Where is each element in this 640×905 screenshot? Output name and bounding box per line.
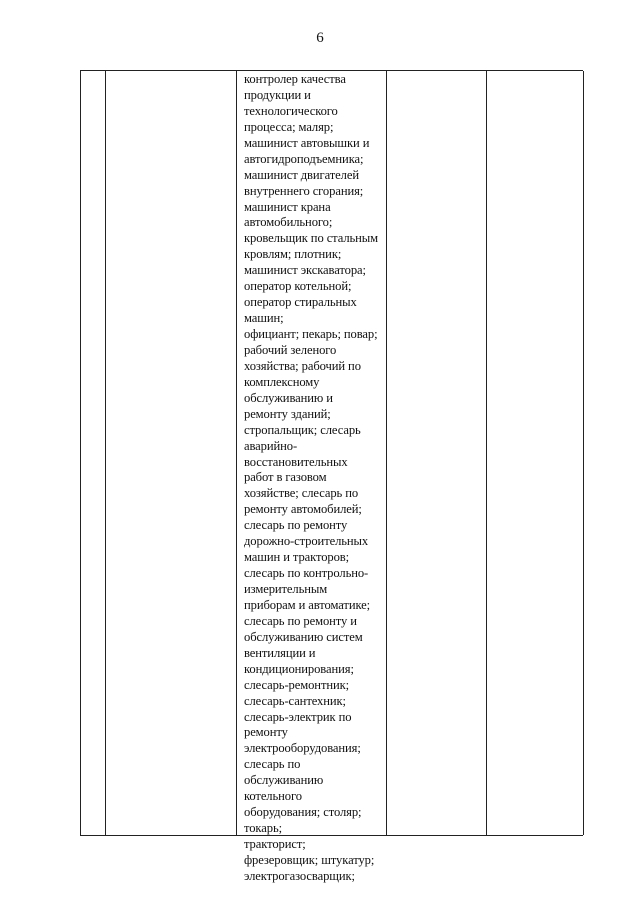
profession-line: хозяйства; рабочий по [244,358,361,373]
profession-line: кровельщик по стальным [244,231,379,246]
profession-line: измерительным [244,582,328,596]
professions-table [80,70,583,883]
column-divider-3 [386,71,387,835]
profession-line: слесарь по контрольно- [244,566,369,581]
profession-line: стропальщик; слесарь [244,422,361,437]
profession-line: автомобильного; [244,215,333,230]
profession-line: оператор котельной; [244,279,352,294]
profession-line: машин; [244,311,284,326]
profession-line: ремонту зданий; [244,406,331,421]
profession-line: дорожно-строительных [244,534,369,549]
profession-line: машин и тракторов; [244,550,350,565]
profession-line: вентиляции и [244,645,316,660]
profession-line: кондиционирования; [244,661,354,676]
profession-line: ремонту автомобилей; [244,502,362,517]
profession-line: машинист автовышки и [244,135,370,150]
column-divider-2 [236,71,237,835]
profession-line: оборудования; столяр; [244,805,362,820]
profession-line: слесарь-электрик по [244,709,352,724]
profession-line: обслуживанию систем [244,629,363,644]
profession-line: машинист двигателей [244,167,359,182]
column-divider-5 [583,71,584,835]
profession-line: работ в газовом [244,470,327,485]
profession-line: тракторист; [244,837,306,851]
profession-line: фрезеровщик; штукатур; [244,852,375,867]
profession-line: процесса; маляр; [244,119,334,134]
profession-line: обслуживанию [244,773,324,788]
profession-line: восстановительных [244,454,348,469]
profession-line: электрогазосварщик; [244,868,355,883]
profession-line: электрооборудования; [244,741,361,756]
profession-line: продукции и [244,87,311,102]
page-number: 6 [316,30,324,46]
profession-line: слесарь-ремонтник; [244,677,350,692]
profession-line: машинист крана [244,199,331,214]
profession-line: аварийно- [244,438,298,453]
profession-line: хозяйстве; слесарь по [244,486,359,501]
profession-line: кровлям; плотник; [244,247,342,262]
profession-line: контролер качества [244,72,346,86]
profession-line: официант; пекарь; повар; [244,327,378,341]
profession-line: автогидроподъемника; [244,151,364,166]
profession-line: комплексному [244,374,320,389]
profession-line: оператор стиральных [244,295,357,310]
profession-line: внутреннего сгорания; [244,183,364,198]
profession-line: приборам и автоматике; [244,597,371,612]
profession-line: слесарь по [244,757,301,772]
profession-line: обслуживанию и [244,390,333,405]
professions-cell [244,72,386,885]
profession-line: котельного [244,789,302,804]
profession-line: слесарь по ремонту и [244,613,357,628]
profession-line: ремонту [244,725,288,740]
column-divider-1 [105,71,106,835]
profession-line: рабочий зеленого [244,342,337,357]
profession-line: слесарь-сантехник; [244,693,346,708]
column-divider-4 [486,71,487,835]
profession-line: токарь; [244,821,282,836]
profession-line: машинист экскаватора; [244,263,366,278]
profession-line: слесарь по ремонту [244,518,348,533]
profession-line: технологического [244,103,338,118]
